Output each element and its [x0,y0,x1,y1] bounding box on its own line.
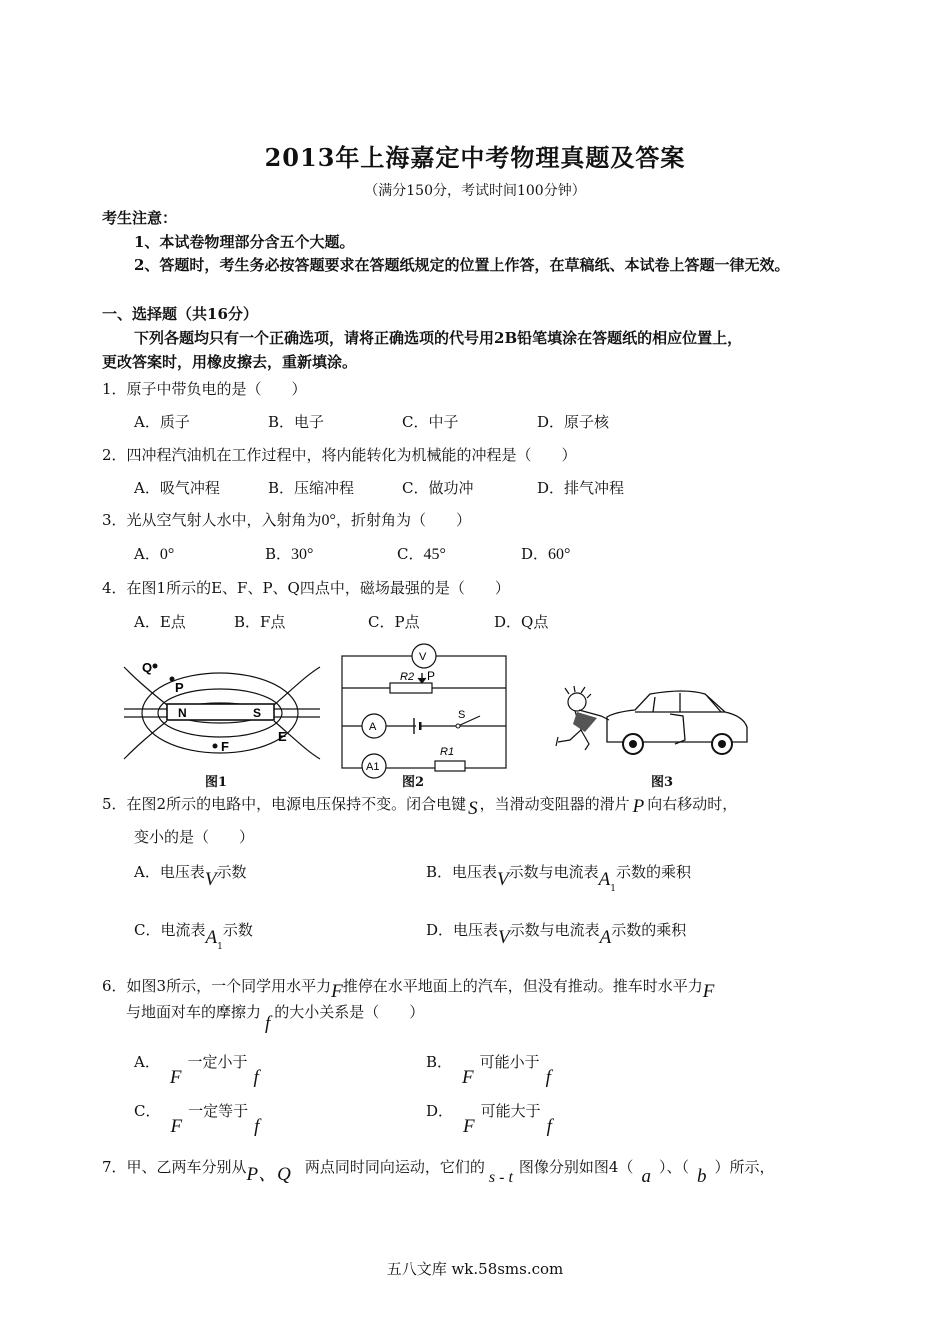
q5-d-label: D．电压表 [426,921,499,939]
q5-b-text: 示数的乘积 [616,863,692,881]
fig2-label-r1: R1 [440,746,455,758]
q5-b-label: B．电压表 [426,863,498,881]
fig2-label-p: P [427,669,436,683]
q3-stem-angle: 0° [321,512,336,529]
q6-d-text: 可能大于 [480,1102,541,1120]
q5-d-var-a: A [599,927,612,948]
q7-b: b [696,1166,707,1187]
q6-option-c [134,1100,260,1137]
q6-stem-a: 6．如图3所示，一个同学用水平力 [102,977,332,995]
fig1-label-f: F [221,739,229,754]
q3-option-b [265,543,313,564]
q4-option-b: B．F点 [234,613,286,631]
figure-3-car-push [525,682,755,762]
q5-a-text: 示数 [216,863,247,881]
q1-option-c: C．中子 [402,413,459,431]
q3-option-d [521,543,570,564]
q5-b-var-a: A [598,869,611,890]
q6-c-label: C． [134,1102,161,1120]
q4-stem: 4．在图1所示的E、F、P、Q四点中，磁场最强的是（ ） [102,579,510,597]
fig2-label-r2: R2 [400,671,415,683]
q6-b-F: F [462,1067,474,1088]
q2-stem: 2．四冲程汽油机在工作过程中，将内能转化为机械能的冲程是（ ） [102,446,577,464]
fig1-label-p: P [175,680,184,695]
q5-c-var: A [205,927,218,948]
q6-a-text: 一定小于 [187,1053,248,1071]
q7-stem-d: ）、（ [658,1158,689,1176]
fig2-label-v: V [419,651,427,663]
q5-var-p: P [632,796,645,817]
q2-option-c: C．做功冲 [402,479,474,497]
q3-stem-b: ，折射角为（ ） [335,511,471,529]
q6-stem2-a: 与地面对车的摩擦力 [126,1003,262,1021]
q5-a-var: V [204,869,217,890]
q5-a-label: A．电压表 [134,863,205,881]
q3-label-a: A． [134,545,160,563]
q2-option-d: D．排气冲程 [537,479,625,497]
q7-stem [102,1151,775,1187]
q5-stem-b: ，当滑动变阻器的滑片 [479,795,630,813]
q6-a-f: f [253,1067,259,1088]
figure-3-caption: 图3 [651,775,674,790]
fig1-label-n: N [178,706,187,720]
q6-b-label: B． [426,1053,453,1071]
q2-option-b: B．压缩冲程 [268,479,355,497]
figure-2-caption: 图2 [402,775,425,790]
q3-label-b: B． [265,545,292,563]
q3-label-d: D． [521,545,549,563]
q7-a: a [641,1166,651,1187]
fig2-label-s: S [458,709,466,721]
q3-value-b: 30° [291,546,314,563]
fig1-label-q: Q [142,660,153,675]
q5-var-s: S [468,798,478,819]
q6-d-label: D． [426,1102,454,1120]
q5-d-var-v: V [498,927,510,948]
q5-d-text: 示数的乘积 [611,921,687,939]
q6-option-b [426,1051,551,1088]
q5-stem [102,793,738,819]
notice-heading: 考生注意： [102,209,178,227]
q3-option-c [397,543,446,564]
q4-option-d: D．Q点 [494,613,549,631]
q6-a-F: F [169,1067,182,1088]
q7-pq: P、Q [246,1164,291,1185]
q5-b-sub: 1 [610,884,616,894]
subtitle: （满分150分，考试时间100分钟） [364,183,586,199]
q5-stem-a: 5．在图2所示的电路中，电源电压保持不变。闭合电键 [102,795,467,813]
q5-d-mid: 示数与电流表 [509,921,600,939]
q5-c-label: C．电流表 [134,921,206,939]
fig2-label-a1: A1 [366,761,380,773]
figure-1-magnet [122,655,322,787]
q6-a-label: A． [134,1053,160,1071]
q5-stem-line2: 变小的是（ ） [134,828,255,846]
q5-c-text: 示数 [222,921,253,939]
q6-stem2-b: 的大小关系是（ ） [274,1003,425,1021]
figure-2-circuit [330,640,512,780]
q7-stem-a: 7．甲、乙两车分别从 [102,1158,247,1176]
q6-c-f: f [254,1116,260,1137]
q3-value-d: 60° [548,546,571,563]
q3-option-a [134,543,174,564]
q6-var-f2: F [702,981,715,1002]
q7-stem-b: 两点同时同向运动，它们的 [304,1158,485,1176]
q6-var-fr: f [265,1013,271,1034]
notice-item-1: 1、本试卷物理部分含五个大题。 [134,233,355,251]
q7-stem-c: 图像分别如图4（ [518,1158,634,1176]
q5-option-b [426,861,692,894]
q5-option-d [426,919,687,948]
fig1-label-e: E [278,729,287,744]
fig1-label-s: S [253,706,262,720]
q1-option-a: A．质子 [134,413,190,431]
q5-b-var-v: V [497,869,509,890]
q5-c-sub: 1 [217,942,223,952]
q6-stem-b: 推停在水平地面上的汽车，但没有推动。推车时水平力 [342,977,703,995]
q6-c-F: F [170,1116,183,1137]
q5-option-c [134,919,253,952]
q6-b-f: f [545,1067,551,1088]
q6-d-F: F [463,1116,475,1137]
q6-stem [102,975,715,1002]
q7-st: s - t [488,1169,513,1186]
q1-stem: 1．原子中带负电的是（ ） [102,380,307,398]
section1-instruction-1: 下列各题均只有一个正确选项，请将正确选项的代号用2B铅笔填涂在答题纸的相应位置上， [134,329,743,347]
q6-d-f: f [546,1116,552,1137]
q6-stem-line2 [126,1001,425,1034]
q5-option-a [134,861,247,890]
q5-b-mid: 示数与电流表 [508,863,599,881]
section1-instruction-2: 更改答案时，用橡皮擦去，重新填涂。 [102,353,358,371]
q3-stem-a: 3．光从空气射人水中，入射角为 [102,511,322,529]
footer-source: 五八文库 wk.58sms.com [386,1260,564,1278]
q1-option-d: D．原子核 [537,413,610,431]
q1-option-b: B．电子 [268,413,325,431]
fig2-label-a: A [369,721,377,733]
q7-stem-e: ）所示， [714,1158,775,1176]
q6-option-a [134,1051,259,1088]
q3-value-c: 45° [423,546,446,563]
q3-value-a: 0° [159,546,175,563]
q4-option-c: C．P点 [368,613,420,631]
figure-1-caption: 图1 [205,775,228,790]
notice-item-2: 2、答题时，考生务必按答题要求在答题纸规定的位置上作答，在草稿纸、本试卷上答题一律无效。 [134,256,790,274]
q5-stem-c: 向右移动时， [647,795,738,813]
page-title: 2013年上海嘉定中考物理真题及答案 [264,143,686,172]
q3-label-c: C． [397,545,424,563]
q4-option-a: A．E点 [134,613,186,631]
q6-option-d [426,1100,552,1137]
q3-stem [102,509,471,530]
q6-b-text: 可能小于 [479,1053,540,1071]
q6-var-f: F [331,981,343,1002]
q2-option-a: A．吸气冲程 [134,479,220,497]
q6-c-text: 一定等于 [188,1102,249,1120]
section1-heading: 一、选择题（共16分） [102,305,258,323]
